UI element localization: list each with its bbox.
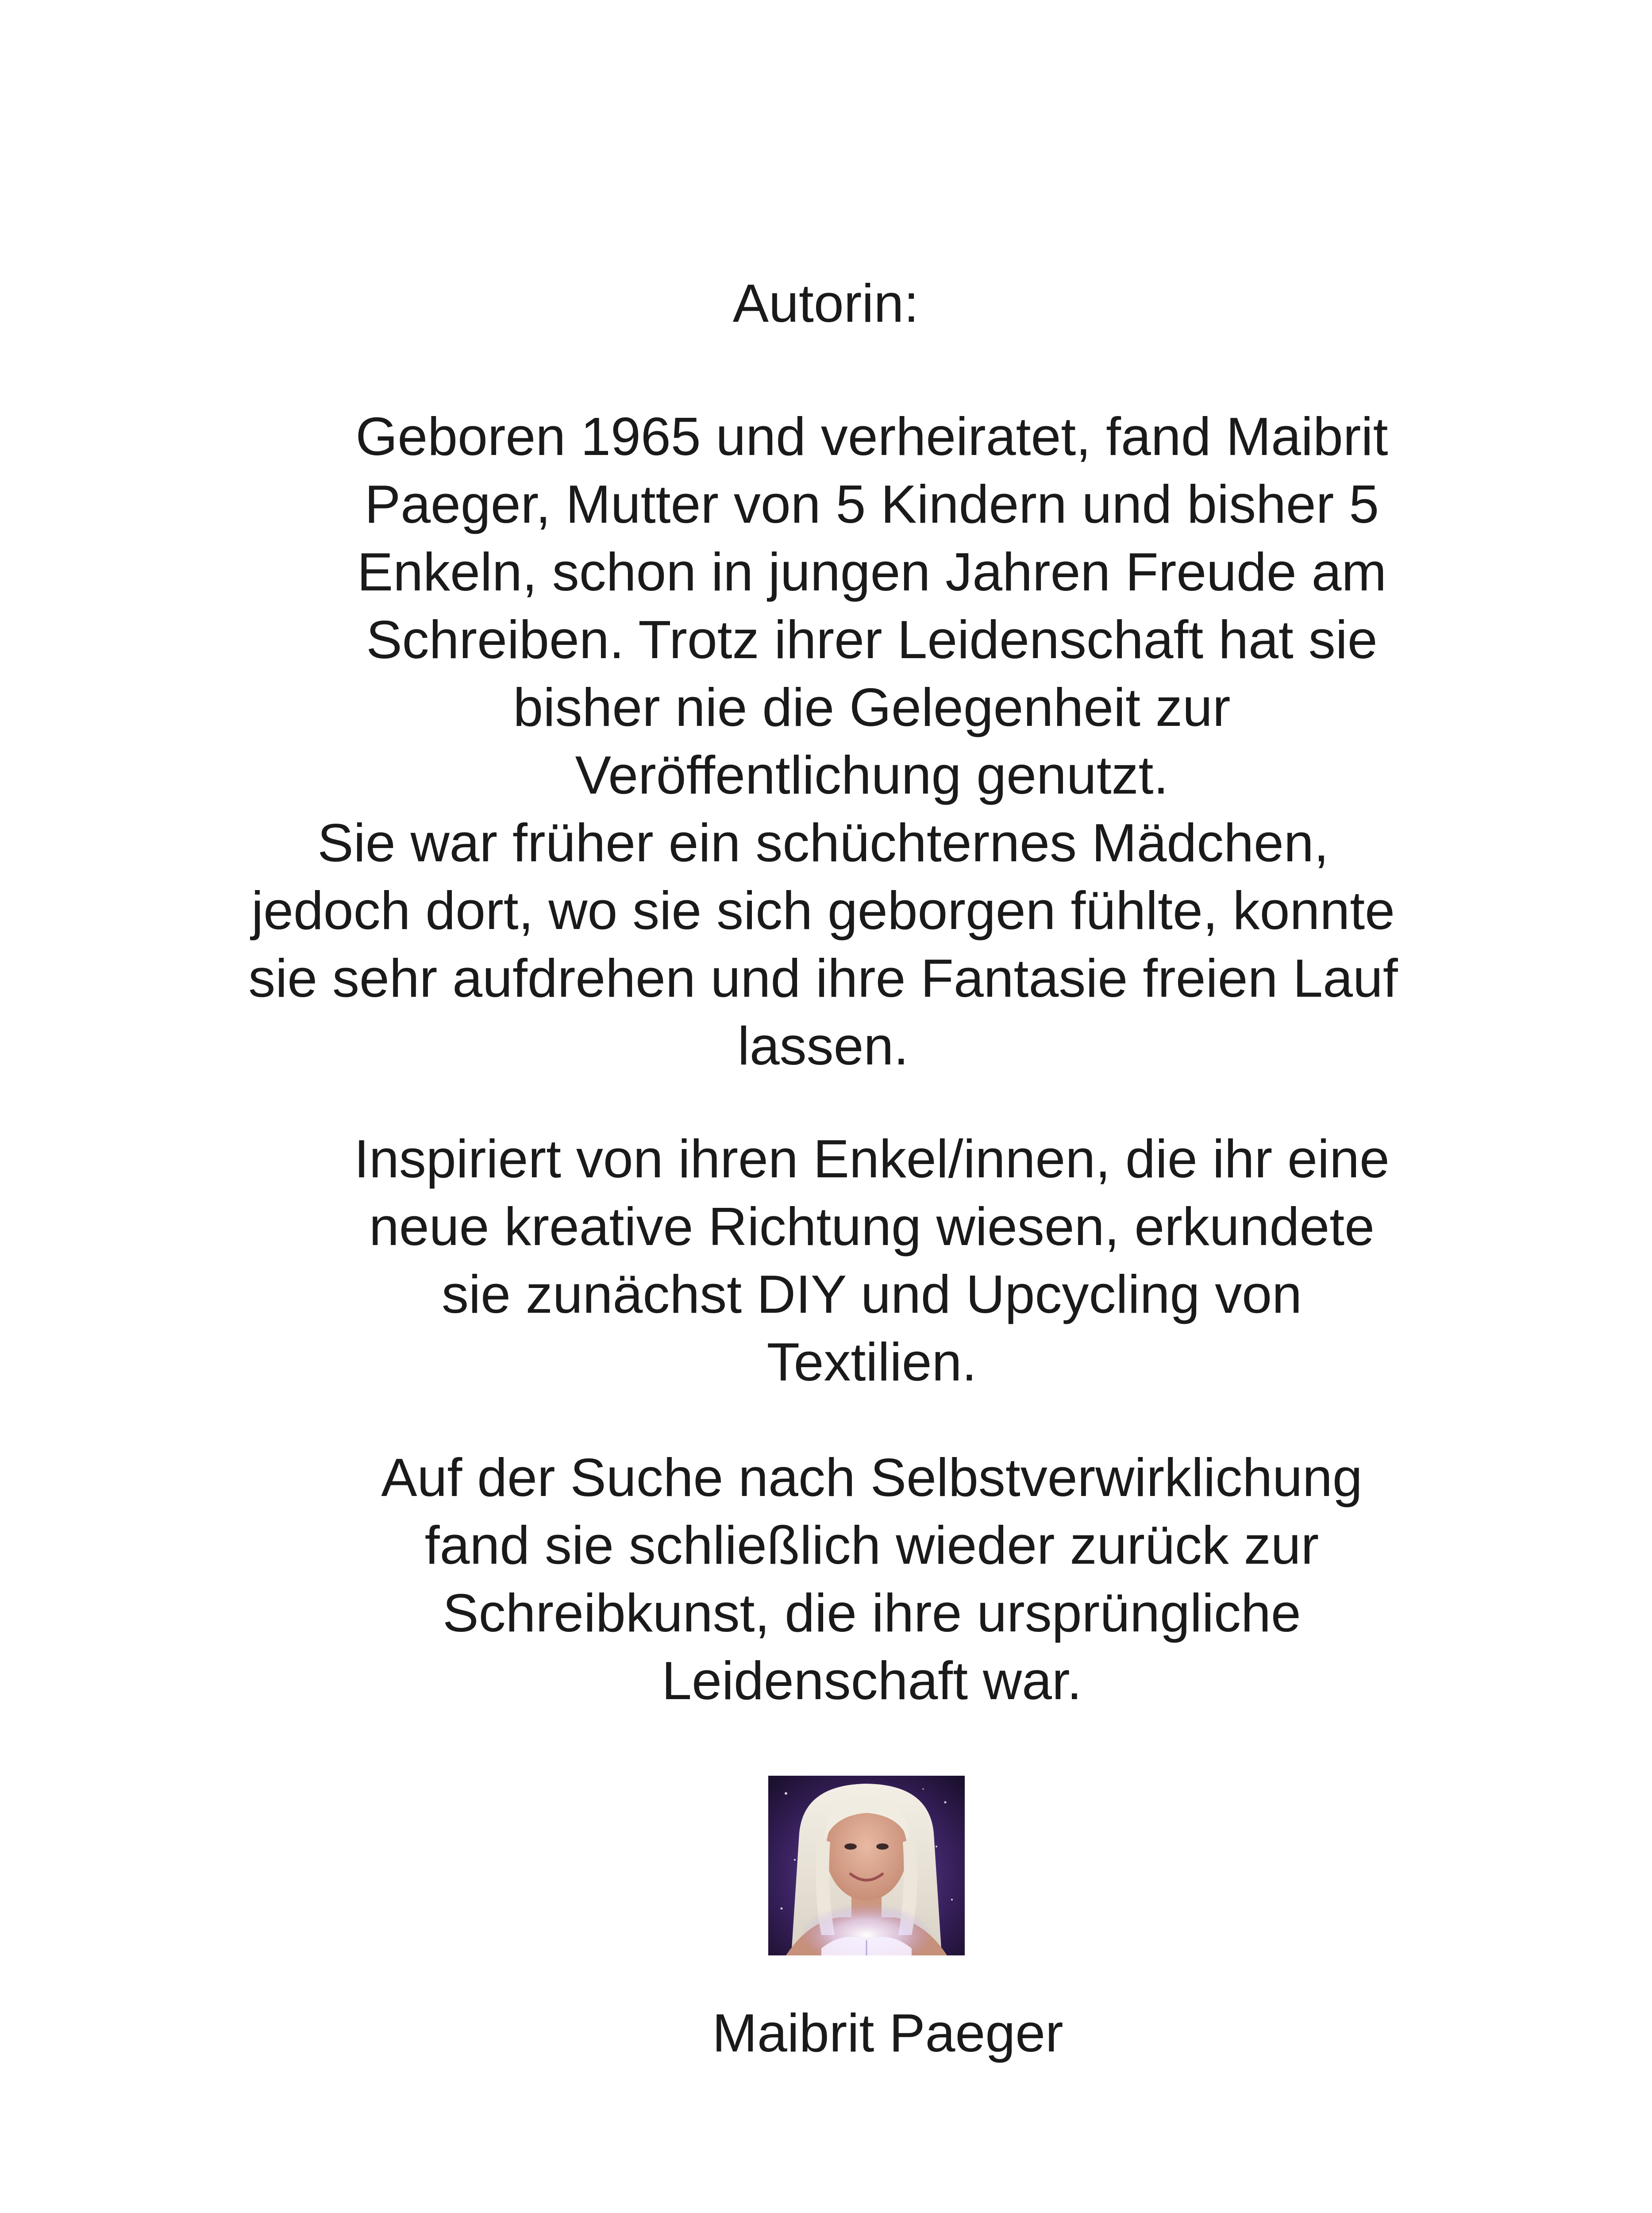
text-line: Textilien.	[766, 1332, 977, 1392]
text-line: Sie war früher ein schüchternes Mädchen,	[317, 813, 1329, 873]
text-line: Geboren 1965 und verheiratet, fand Maibrit	[355, 406, 1388, 467]
bio-paragraph-1	[292, 403, 1452, 809]
bio-paragraph-2	[177, 809, 1469, 1080]
text-line: Schreiben. Trotz ihrer Leidenschaft hat sie	[366, 609, 1378, 670]
author-name: Maibrit Paeger	[712, 2003, 1063, 2063]
text-line: Paeger, Mutter von 5 Kindern und bisher 5	[364, 474, 1379, 534]
text-line: sie zunächst DIY und Upcycling von	[441, 1264, 1302, 1324]
bio-paragraph-4	[292, 1444, 1452, 1715]
text-line: neue kreative Richtung wiesen, erkundete	[369, 1196, 1375, 1257]
author-portrait	[768, 1776, 965, 1955]
text-line: Schreibkunst, die ihre ursprüngliche	[443, 1583, 1301, 1643]
text-line: Inspiriert von ihren Enkel/innen, die ihr eine	[354, 1129, 1390, 1189]
portrait-illustration	[768, 1776, 965, 1955]
page-heading: Autorin:	[732, 273, 919, 333]
text-line: Veröffentlichung genutzt.	[575, 745, 1169, 805]
text-line: bisher nie die Gelegenheit zur	[513, 677, 1231, 737]
text-line: fand sie schließlich wieder zurück zur	[424, 1515, 1319, 1575]
text-line: Enkeln, schon in jungen Jahren Freude am	[357, 542, 1387, 602]
text-line: jedoch dort, wo sie sich geborgen fühlte, konnte	[251, 880, 1395, 941]
text-line: Auf der Suche nach Selbstverwirklichung	[381, 1447, 1363, 1507]
bio-paragraph-3	[292, 1125, 1452, 1396]
text-line: Leidenschaft war.	[662, 1650, 1082, 1711]
text-line: lassen.	[737, 1016, 909, 1076]
text-line: sie sehr aufdrehen und ihre Fantasie freien Lauf	[248, 948, 1398, 1008]
